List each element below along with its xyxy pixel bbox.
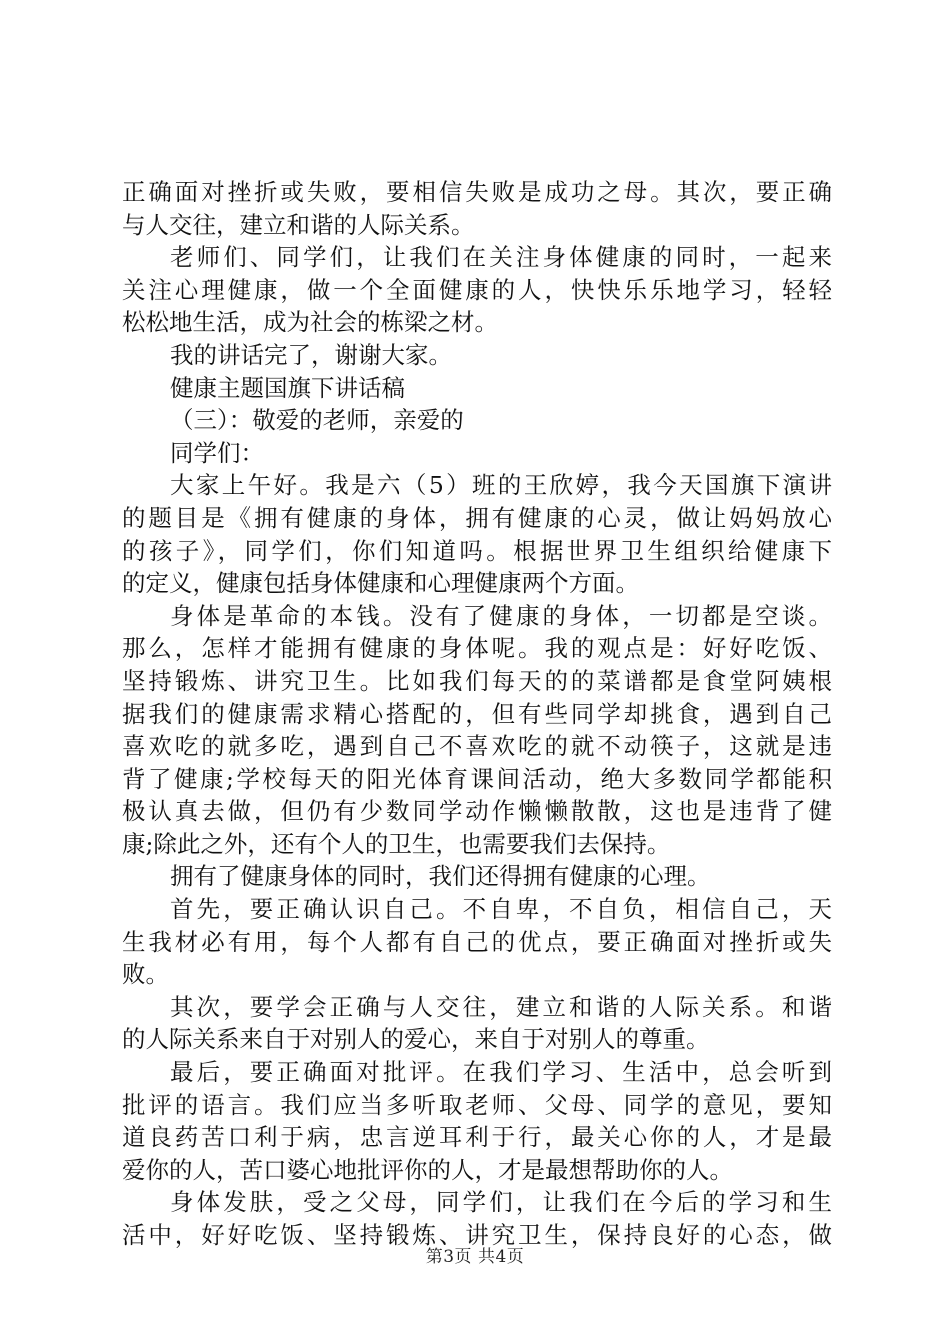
text-line: 据我们的健康需求精心搭配的，但有些同学却挑食，遇到自己 bbox=[122, 699, 832, 728]
text-line: 爱你的人，苦口婆心地批评你的人，才是最想帮助你的人。 bbox=[122, 1155, 733, 1184]
text-line: 松松地生活，成为社会的栋梁之材。 bbox=[122, 308, 498, 337]
text-line: 拥有了健康身体的同时，我们还得拥有健康的心理。 bbox=[170, 862, 711, 891]
page-footer: 第3页 共4页 bbox=[425, 1247, 525, 1267]
text-line: 败。 bbox=[122, 960, 169, 989]
text-line: 喜欢吃的就多吃，遇到自己不喜欢吃的就不动筷子，这就是违 bbox=[122, 732, 832, 761]
text-line: 批评的语言。我们应当多听取老师、父母、同学的意见，要知 bbox=[122, 1090, 832, 1119]
text-line: 身体是革命的本钱。没有了健康的身体，一切都是空谈。 bbox=[170, 601, 832, 630]
text-line: 最后，要正确面对批评。在我们学习、生活中，总会听到 bbox=[170, 1058, 832, 1087]
text-line: 的人际关系来自于对别人的爱心，来自于对别人的尊重。 bbox=[122, 1025, 710, 1054]
text-line: 首先，要正确认识自己。不自卑，不自负，相信自己，天 bbox=[170, 895, 832, 924]
text-line: 活中，好好吃饭、坚持锻炼、讲究卫生，保持良好的心态，做 bbox=[122, 1221, 832, 1249]
text-line: 的题目是《拥有健康的身体，拥有健康的心灵，做让妈妈放心 bbox=[122, 503, 832, 532]
text-line: 同学们： bbox=[170, 438, 264, 467]
document-body bbox=[122, 176, 832, 1252]
text-line: 我的讲话完了，谢谢大家。 bbox=[170, 340, 452, 369]
text-line: 正确面对挫折或失败，要相信失败是成功之母。其次，要正确 bbox=[122, 178, 832, 206]
text-line: 老师们、同学们，让我们在关注身体健康的同时，一起来 bbox=[170, 243, 832, 272]
text-line: 其次，要学会正确与人交往，建立和谐的人际关系。和谐 bbox=[170, 992, 832, 1021]
text-line: 极认真去做，但仍有少数同学动作懒懒散散，这也是违背了健 bbox=[122, 797, 832, 826]
text-line: 与人交往，建立和谐的人际关系。 bbox=[122, 210, 475, 239]
text-line: 身体发肤，受之父母，同学们，让我们在今后的学习和生 bbox=[170, 1188, 832, 1217]
text-line: 道良药苦口利于病，忠言逆耳利于行，最关心你的人，才是最 bbox=[122, 1123, 832, 1152]
text-line: 背了健康;学校每天的阳光体育课间活动，绝大多数同学都能积 bbox=[122, 764, 832, 793]
text-line: 的孩子》，同学们，你们知道吗。根据世界卫生组织给健康下 bbox=[122, 536, 832, 565]
text-line: 康;除此之外，还有个人的卫生，也需要我们去保持。 bbox=[122, 829, 671, 858]
text-line: 的定义，健康包括身体健康和心理健康两个方面。 bbox=[122, 569, 639, 598]
text-line: 健康主题国旗下讲话稿 bbox=[170, 373, 405, 402]
text-line: 那么，怎样才能拥有健康的身体呢。我的观点是：好好吃饭、 bbox=[122, 634, 832, 663]
text-line: 大家上午好。我是六（5）班的王欣婷，我今天国旗下演讲 bbox=[170, 471, 832, 500]
text-line: 生我材必有用，每个人都有自己的优点，要正确面对挫折或失 bbox=[122, 927, 832, 956]
text-line: 坚持锻炼、讲究卫生。比如我们每天的的菜谱都是食堂阿姨根 bbox=[122, 666, 832, 695]
text-line: 关注心理健康，做一个全面健康的人，快快乐乐地学习，轻轻 bbox=[122, 275, 832, 304]
text-line: （三）：敬爱的老师，亲爱的 bbox=[170, 406, 464, 435]
